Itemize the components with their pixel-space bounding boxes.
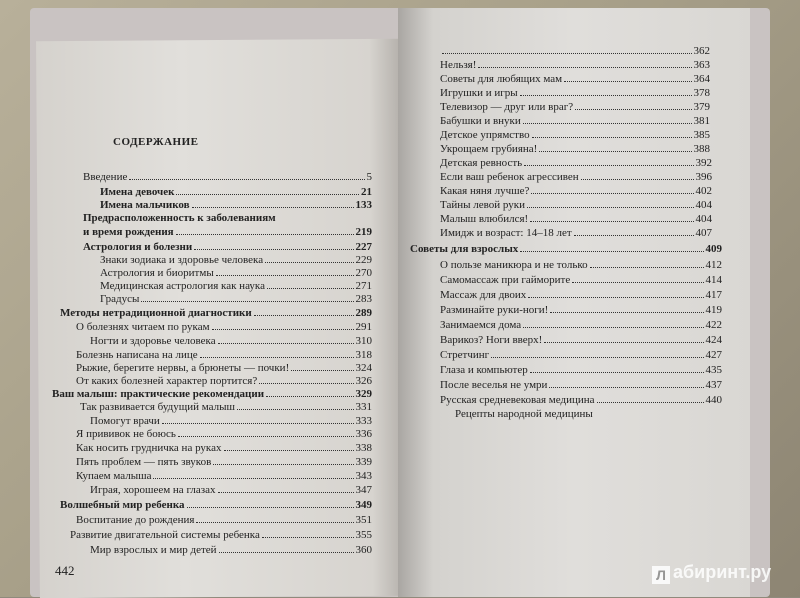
toc-entry-title: Укрощаем грубияна!	[440, 143, 538, 155]
toc-entry	[90, 334, 372, 348]
toc-entry-page: 336	[355, 428, 372, 440]
toc-entry-title: Имена мальчиков	[100, 199, 190, 211]
toc-entry	[410, 242, 722, 256]
toc-leader-dots	[523, 114, 692, 124]
toc-entry-title: Помогут врачи	[90, 415, 160, 427]
toc-entry-title: Играя, хорошеем на глазах	[90, 484, 216, 496]
toc-entry-page: 381	[693, 115, 710, 127]
toc-entry-title: Телевизор — друг или враг?	[440, 101, 574, 113]
toc-entry-title: Как носить грудничка на руках	[76, 442, 222, 454]
toc-entry	[440, 156, 712, 170]
toc-entry-title: Введение	[83, 171, 128, 183]
toc-entry	[440, 378, 722, 392]
toc-entry-page: 402	[695, 185, 712, 197]
toc-entry-page: 435	[705, 364, 722, 376]
toc-leader-dots	[141, 292, 353, 302]
toc-leader-dots	[523, 318, 703, 328]
toc-entry	[60, 306, 372, 320]
toc-heading: СОДЕРЖАНИЕ	[113, 136, 199, 148]
toc-entry	[440, 128, 710, 142]
toc-entry-page: 349	[355, 499, 372, 511]
toc-leader-dots	[176, 185, 359, 195]
toc-entry	[76, 441, 372, 455]
toc-entry	[440, 198, 712, 212]
toc-entry	[90, 543, 372, 557]
toc-entry-page: 339	[355, 456, 372, 468]
toc-entry-page: 362	[693, 45, 710, 57]
labirint-watermark	[652, 562, 771, 584]
toc-entry	[76, 513, 372, 527]
toc-entry-page: 329	[355, 388, 372, 400]
toc-entry	[100, 266, 372, 280]
toc-leader-dots	[267, 279, 354, 289]
toc-leader-dots	[129, 170, 364, 180]
watermark-logo-icon: Л	[652, 566, 670, 584]
toc-entry-title: Пять проблем — пять звуков	[76, 456, 212, 468]
toc-leader-dots	[224, 441, 354, 451]
toc-entry-page: 419	[705, 304, 722, 316]
toc-entry-title: Самомассаж при гайморите	[440, 274, 571, 286]
toc-entry-title: Градусы	[100, 293, 140, 305]
toc-leader-dots	[528, 288, 703, 298]
toc-leader-dots	[491, 348, 703, 358]
toc-leader-dots	[550, 303, 703, 313]
toc-entry-page: 291	[355, 321, 372, 333]
toc-leader-dots	[254, 306, 354, 316]
toc-entry-title: Тайны левой руки	[440, 199, 525, 211]
toc-leader-dots	[266, 387, 353, 397]
toc-leader-dots	[527, 198, 694, 208]
toc-entry-title: Детское упрямство	[440, 129, 530, 141]
toc-leader-dots	[178, 427, 354, 437]
toc-entry-title: Так развивается будущий малыш	[80, 401, 235, 413]
toc-leader-dots	[531, 184, 693, 194]
toc-entry-page: 324	[355, 362, 372, 374]
toc-entry	[440, 72, 710, 86]
toc-entry	[80, 400, 372, 414]
toc-entry	[440, 288, 722, 302]
toc-leader-dots	[574, 226, 694, 236]
toc-entry-page: 326	[355, 375, 372, 387]
toc-entry-page: 289	[355, 307, 372, 319]
toc-leader-dots	[187, 498, 354, 508]
toc-entry-title: От каких болезней характер портится?	[76, 375, 258, 387]
toc-entry-title: Детская ревность	[440, 157, 523, 169]
toc-entry-page: 229	[355, 254, 372, 266]
toc-leader-dots	[153, 469, 353, 479]
toc-leader-dots	[194, 240, 353, 250]
toc-entry	[440, 333, 722, 347]
toc-entry	[83, 225, 372, 239]
toc-entry-title: Астрология и болезни	[83, 241, 193, 253]
toc-entry	[76, 374, 372, 388]
toc-entry-title: Русская средневековая медицина	[440, 394, 595, 406]
toc-entry	[440, 303, 722, 317]
toc-entry-title: Нельзя!	[440, 59, 477, 71]
toc-entry-page: 412	[705, 259, 722, 271]
toc-entry-title: Медицинская астрология как наука	[100, 280, 265, 292]
toc-leader-dots	[520, 86, 692, 96]
toc-leader-dots	[572, 273, 703, 283]
toc-entry-title: Ваш малыш: практические рекомендации	[52, 388, 265, 400]
toc-leader-dots	[265, 253, 353, 263]
toc-leader-dots	[212, 320, 354, 330]
toc-entry	[60, 498, 372, 512]
toc-leader-dots	[564, 72, 691, 82]
toc-entry-page: 271	[355, 280, 372, 292]
toc-entry	[76, 348, 372, 362]
toc-entry	[440, 393, 722, 407]
toc-entry-title: Массаж для двоих	[440, 289, 527, 301]
toc-leader-dots	[478, 58, 691, 68]
toc-leader-dots	[200, 348, 354, 358]
toc-entry-page: 355	[355, 529, 372, 541]
toc-entry-title: Купаем малыша	[76, 470, 152, 482]
toc-entry-page: 283	[355, 293, 372, 305]
toc-entry-title: Игрушки и игры	[440, 87, 518, 99]
toc-entry-title: Бабушки и внуки	[440, 115, 521, 127]
toc-entry-title: Воспитание до рождения	[76, 514, 195, 526]
toc-entry-page: 414	[705, 274, 722, 286]
toc-entry-page: 331	[355, 401, 372, 413]
toc-leader-dots	[259, 374, 353, 384]
toc-entry-title: Имена девочек	[100, 186, 175, 198]
toc-entry-page: 378	[693, 87, 710, 99]
toc-entry	[76, 455, 372, 469]
toc-entry	[440, 184, 712, 198]
toc-leader-dots	[544, 333, 703, 343]
toc-entry-page: 338	[355, 442, 372, 454]
toc-entry-title: Я прививок не боюсь	[76, 428, 176, 440]
toc-entry-title: Советы для любящих мам	[440, 73, 563, 85]
toc-entry-page: 310	[355, 335, 372, 347]
toc-entry	[440, 273, 722, 287]
toc-entry-page: 351	[355, 514, 372, 526]
watermark-text: абиринт.ру	[673, 562, 772, 582]
toc-entry-page: 379	[693, 101, 710, 113]
toc-entry	[440, 142, 710, 156]
toc-entry-title: Астрология и биоритмы	[100, 267, 214, 279]
toc-entry-page: 360	[355, 544, 372, 556]
toc-entry-page: 388	[693, 143, 710, 155]
toc-entry-title: Варикоз? Ноги вверх!	[440, 334, 543, 346]
toc-entry-page: 270	[355, 267, 372, 279]
toc-entry	[70, 528, 372, 542]
toc-entry	[440, 212, 712, 226]
toc-entry-title: Волшебный мир ребенка	[60, 499, 185, 511]
toc-entry-page: 333	[355, 415, 372, 427]
toc-entry	[440, 363, 722, 377]
toc-entry-page: 417	[705, 289, 722, 301]
toc-entry	[440, 114, 710, 128]
toc-entry	[76, 320, 372, 334]
toc-entry	[52, 387, 372, 401]
toc-entry-page: 407	[695, 227, 712, 239]
toc-leader-dots	[539, 142, 691, 152]
toc-entry-page: 385	[693, 129, 710, 141]
toc-entry	[76, 361, 372, 375]
toc-entry-title: Ногти и здоровье человека	[90, 335, 216, 347]
toc-entry-page: 427	[705, 349, 722, 361]
toc-leader-dots	[590, 258, 704, 268]
toc-entry-page: 219	[355, 226, 372, 238]
toc-entry-page: 21	[361, 186, 372, 198]
toc-entry	[440, 258, 722, 272]
toc-leader-dots	[530, 212, 693, 222]
toc-entry	[76, 469, 372, 483]
toc-entry-page: 437	[705, 379, 722, 391]
toc-entry-title: Развитие двигательной системы ребенка	[70, 529, 260, 541]
toc-leader-dots	[549, 378, 703, 388]
toc-entry-title: Мир взрослых и мир детей	[90, 544, 217, 556]
toc-entry-title: Предрасположенность к заболеваниям	[83, 212, 276, 224]
toc-entry-page: 227	[355, 241, 372, 253]
toc-entry-page: 347	[355, 484, 372, 496]
toc-leader-dots	[218, 483, 354, 493]
toc-entry-title: Если ваш ребенок агрессивен	[440, 171, 579, 183]
page-number: 442	[55, 563, 75, 578]
toc-entry-title: Занимаемся дома	[440, 319, 522, 331]
toc-entry	[83, 240, 372, 254]
toc-entry	[455, 408, 722, 421]
toc-entry-title: Какая няня лучше?	[440, 185, 530, 197]
toc-leader-dots	[176, 225, 354, 235]
toc-leader-dots	[196, 513, 353, 523]
toc-entry-page: 440	[705, 394, 722, 406]
toc-entry	[440, 100, 710, 114]
toc-entry-title: Рецепты народной медицины	[455, 408, 593, 420]
toc-leader-dots	[213, 455, 353, 465]
toc-entry-title: Малыш влюбился!	[440, 213, 529, 225]
toc-entry-page: 404	[695, 199, 712, 211]
toc-entry-title: Стретчинг	[440, 349, 490, 361]
toc-leader-dots	[237, 400, 354, 410]
toc-entry-title: и время рождения	[83, 226, 174, 238]
toc-entry	[440, 58, 710, 72]
toc-entry	[440, 226, 712, 240]
toc-leader-dots	[575, 100, 691, 110]
toc-entry-page: 133	[355, 199, 372, 211]
toc-entry	[83, 170, 372, 184]
toc-entry	[440, 318, 722, 332]
toc-leader-dots	[530, 363, 704, 373]
toc-entry-title: Методы нетрадиционной диагностики	[60, 307, 252, 319]
toc-entry	[90, 483, 372, 497]
toc-entry	[100, 185, 372, 199]
toc-entry-title: Болезнь написана на лице	[76, 349, 198, 361]
toc-leader-dots	[218, 334, 354, 344]
toc-leader-dots	[524, 156, 693, 166]
toc-leader-dots	[581, 170, 694, 180]
toc-leader-dots	[291, 361, 353, 371]
toc-entry	[440, 44, 710, 58]
toc-entry-title: О болезнях читаем по рукам	[76, 321, 210, 333]
toc-entry-page: 343	[355, 470, 372, 482]
toc-entry-page: 396	[695, 171, 712, 183]
toc-leader-dots	[532, 128, 692, 138]
toc-entry	[90, 414, 372, 428]
toc-entry	[100, 198, 372, 212]
toc-entry-page: 318	[355, 349, 372, 361]
toc-entry-title: Знаки зодиака и здоровье человека	[100, 254, 264, 266]
toc-entry-page: 404	[695, 213, 712, 225]
toc-entry-page: 363	[693, 59, 710, 71]
toc-leader-dots	[597, 393, 704, 403]
toc-entry-page: 424	[705, 334, 722, 346]
toc-leader-dots	[520, 242, 703, 252]
toc-entry	[100, 253, 372, 267]
toc-entry-title: О пользе маникюра и не только	[440, 259, 588, 271]
toc-entry	[76, 427, 372, 441]
toc-entry-title: Разминайте руки-ноги!	[440, 304, 549, 316]
toc-entry	[100, 279, 372, 293]
toc-entry-title: После веселья не умри	[440, 379, 548, 391]
toc-entry-page: 364	[693, 73, 710, 85]
toc-leader-dots	[192, 198, 354, 208]
toc-entry-title: Советы для взрослых	[410, 243, 519, 255]
toc-leader-dots	[262, 528, 354, 538]
toc-entry-title: Рыжие, берегите нервы, а брюнеты — почки!	[76, 362, 290, 374]
toc-leader-dots	[219, 543, 354, 553]
toc-entry-title: Глаза и компьютер	[440, 364, 528, 376]
toc-entry-page: 422	[705, 319, 722, 331]
toc-entry	[440, 86, 710, 100]
toc-entry	[83, 212, 372, 225]
toc-leader-dots	[162, 414, 354, 424]
toc-leader-dots	[442, 44, 692, 54]
toc-leader-dots	[216, 266, 354, 276]
toc-entry	[100, 292, 372, 306]
toc-entry-title: Имидж и возраст: 14–18 лет	[440, 227, 572, 239]
toc-entry-page: 392	[695, 157, 712, 169]
toc-entry	[440, 170, 712, 184]
toc-entry-page: 409	[705, 243, 722, 255]
toc-entry	[440, 348, 722, 362]
toc-entry-page: 5	[366, 171, 372, 183]
